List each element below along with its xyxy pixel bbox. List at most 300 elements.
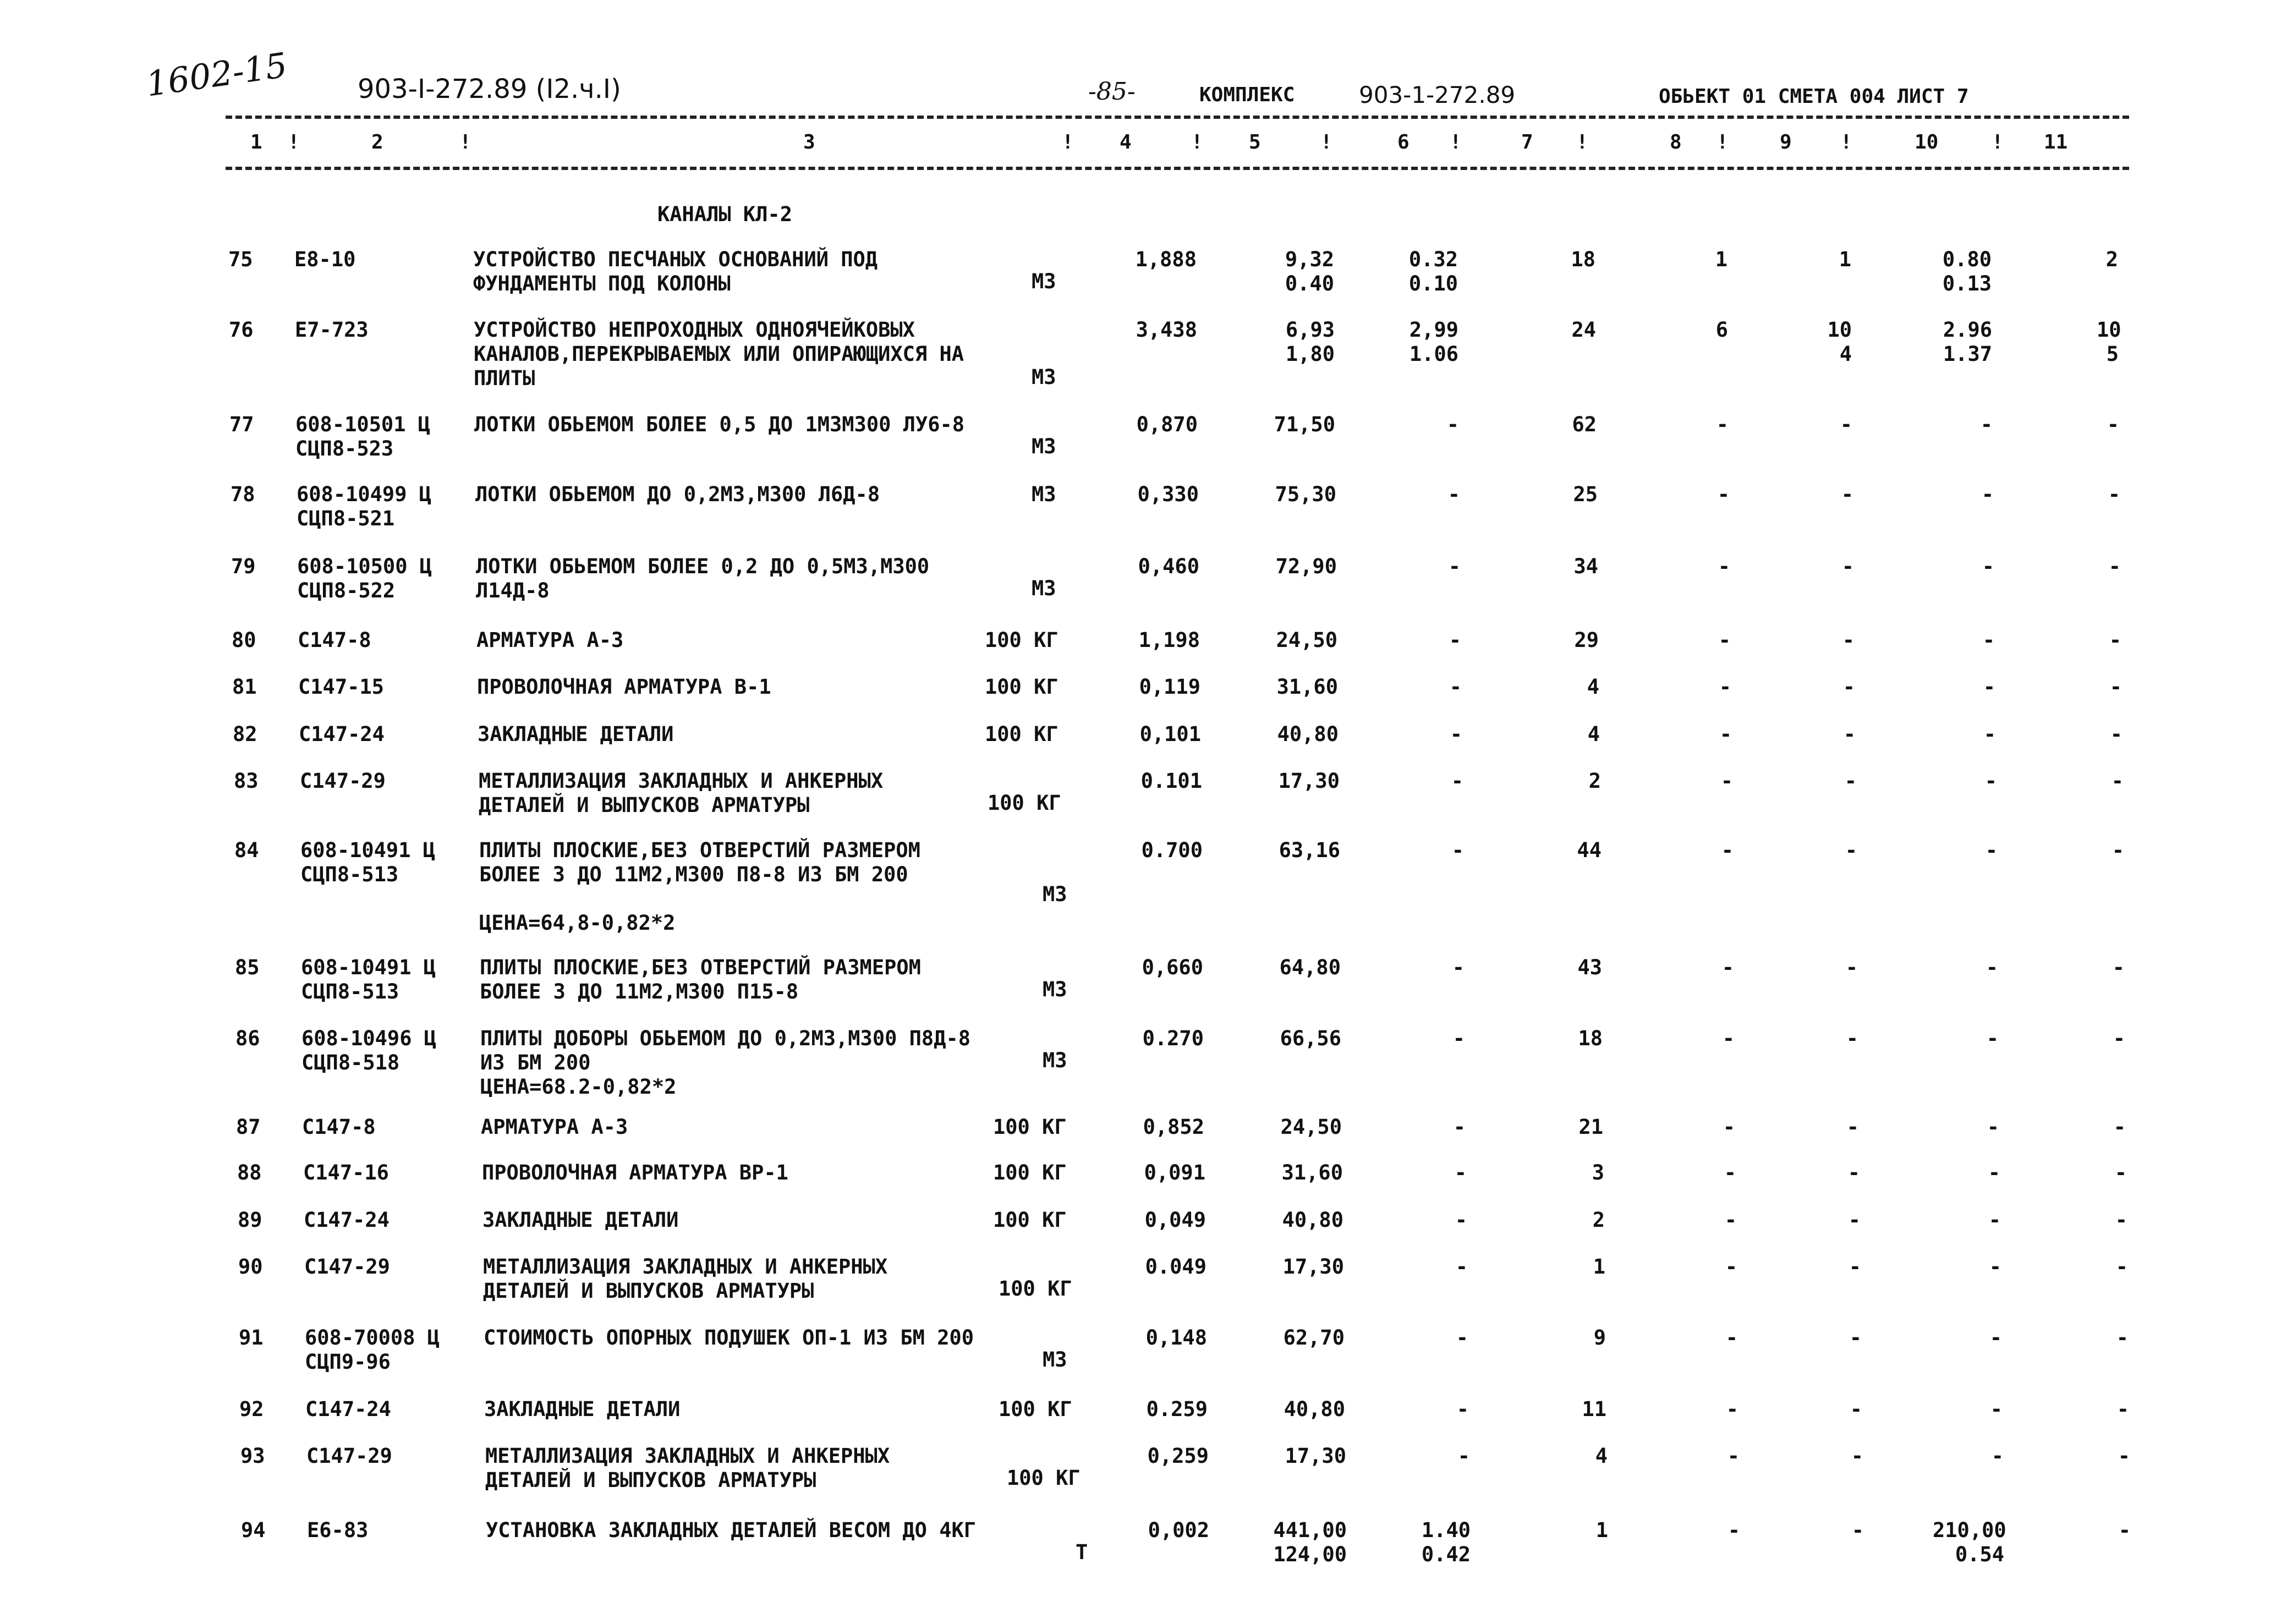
row-c5: 75,30: [1275, 482, 1336, 506]
column-number-4: 4: [1120, 131, 1132, 153]
row-c11: -: [2107, 413, 2119, 436]
row-code: СЦП8-523: [295, 437, 394, 460]
row-c4: 0,660: [1142, 956, 1203, 979]
row-c6: -: [1448, 555, 1461, 578]
row-description: УСТАНОВКА ЗАКЛАДНЫХ ДЕТАЛЕЙ ВЕСОМ ДО 4КГ: [486, 1518, 977, 1542]
column-separator: !: [288, 131, 300, 153]
row-c4: 0,460: [1138, 555, 1199, 578]
row-c9: -: [1845, 956, 1858, 979]
row-c6: -: [1449, 675, 1462, 699]
row-c5: 17,30: [1282, 1255, 1344, 1279]
row-c10: -: [1988, 1161, 2000, 1184]
row-c7: 2: [1592, 1208, 1605, 1232]
row-description: ЦЕНА=68.2-0,82*2: [480, 1075, 677, 1099]
row-c6: -: [1453, 1115, 1466, 1139]
column-number-7: 7: [1521, 131, 1533, 153]
row-c6: 0.10: [1408, 272, 1458, 295]
row-unit: 100 КГ: [1007, 1466, 1081, 1490]
row-description: БОЛЕЕ 3 ДО 11М2,М300 П15-8: [480, 980, 799, 1003]
row-c8: -: [1720, 769, 1733, 793]
row-c11: 5: [2106, 342, 2119, 366]
column-separator: !: [1992, 131, 2004, 153]
row-c5: 62,70: [1283, 1326, 1345, 1349]
row-c11: -: [2110, 722, 2123, 746]
row-number: 89: [238, 1208, 262, 1232]
complex-code: 903-1-272.89: [1359, 81, 1516, 108]
row-c10: -: [1982, 628, 1995, 652]
row-c11: 10: [2097, 318, 2121, 342]
row-description: УСТРОЙСТВО НЕПРОХОДНЫХ ОДНОЯЧЕЙКОВЫХ: [474, 318, 915, 342]
row-c11: -: [2112, 956, 2125, 979]
row-c7: 29: [1574, 628, 1599, 652]
row-code: С147-15: [298, 675, 384, 699]
column-number-11: 11: [2044, 131, 2068, 153]
column-separator: !: [1716, 131, 1729, 153]
row-c9: -: [1841, 482, 1853, 506]
row-description: УСТРОЙСТВО ПЕСЧАНЫХ ОСНОВАНИЙ ПОД: [473, 248, 878, 271]
row-number: 90: [238, 1255, 263, 1279]
row-code: СЦП8-521: [297, 507, 395, 530]
column-separator: !: [1576, 131, 1588, 153]
row-code: СЦП8-513: [300, 863, 399, 886]
row-c9: -: [1842, 628, 1855, 652]
row-c10: -: [1989, 1255, 2001, 1279]
row-c5: 1,80: [1285, 342, 1335, 366]
row-c5: 40,80: [1284, 1397, 1345, 1421]
row-code: Е6-83: [307, 1518, 369, 1542]
row-c11: -: [2109, 675, 2122, 699]
row-c7: 4: [1587, 675, 1599, 699]
row-c8: -: [1718, 555, 1730, 578]
row-unit: М3: [1032, 270, 1056, 293]
row-c7: 4: [1595, 1444, 1608, 1468]
row-c6: -: [1456, 1326, 1468, 1349]
row-unit: М3: [1043, 1049, 1067, 1072]
row-number: 76: [229, 318, 254, 342]
row-number: 85: [235, 956, 260, 979]
row-c6: -: [1451, 838, 1464, 862]
row-c8: -: [1716, 413, 1729, 436]
row-c5: 9,32: [1285, 248, 1334, 271]
row-c9: 1: [1839, 248, 1851, 271]
row-number: 79: [231, 555, 256, 578]
row-description: ПЛИТЫ ПЛОСКИЕ,БЕЗ ОТВЕРСТИЙ РАЗМЕРОМ: [480, 956, 921, 979]
row-c8: -: [1724, 1208, 1737, 1232]
row-unit: 100 КГ: [993, 1115, 1067, 1139]
row-c4: 0,049: [1144, 1208, 1206, 1232]
row-code: 608-70008 Ц: [305, 1326, 440, 1349]
row-code: СЦП8-522: [297, 579, 396, 602]
row-c4: 0,101: [1139, 722, 1201, 746]
row-c10: -: [1988, 1208, 2001, 1232]
row-c11: -: [2116, 1326, 2129, 1349]
row-c8: 6: [1715, 318, 1728, 342]
row-c6: -: [1455, 1208, 1467, 1232]
object-info: ОБЬЕКТ 01 СМЕТА 004 ЛИСТ 7: [1659, 85, 1969, 108]
row-c6: 1.06: [1409, 342, 1458, 366]
row-c8: -: [1725, 1326, 1738, 1349]
row-c5: 63,16: [1279, 838, 1340, 862]
column-number-9: 9: [1780, 131, 1792, 153]
header-rule-bottom: [226, 167, 2129, 170]
row-c10: 210,00: [1933, 1518, 2006, 1542]
row-number: 94: [241, 1518, 266, 1542]
row-c10: -: [1989, 1326, 2002, 1349]
row-number: 93: [240, 1444, 265, 1468]
row-code: Е7-723: [295, 318, 369, 342]
row-c4: 0.049: [1145, 1255, 1206, 1279]
row-c6: 1.40: [1421, 1518, 1471, 1542]
row-description: ЛОТКИ ОБЬЕМОМ БОЛЕЕ 0,2 ДО 0,5М3,М300: [476, 555, 930, 578]
row-code: СЦП9-96: [305, 1350, 391, 1374]
row-c9: -: [1848, 1208, 1861, 1232]
row-code: С147-29: [306, 1444, 392, 1468]
row-unit: 100 КГ: [993, 1161, 1067, 1184]
handwritten-mark: 1602-15: [144, 45, 290, 105]
column-separator: !: [1191, 131, 1203, 153]
row-c7: 18: [1578, 1027, 1603, 1050]
column-number-10: 10: [1915, 131, 1939, 153]
column-number-5: 5: [1249, 131, 1261, 153]
row-c7: 4: [1587, 722, 1600, 746]
row-description: МЕТАЛЛИЗАЦИЯ ЗАКЛАДНЫХ И АНКЕРНЫХ: [483, 1255, 888, 1279]
row-description: ЛОТКИ ОБЬЕМОМ ДО 0,2М3,М300 Л6Д-8: [475, 482, 880, 506]
row-c6: -: [1450, 722, 1462, 746]
column-separator: !: [459, 131, 471, 153]
row-c7: 24: [1571, 318, 1596, 342]
row-c8: -: [1719, 675, 1731, 699]
row-c9: -: [1846, 1115, 1859, 1139]
row-c10: -: [1991, 1444, 2004, 1468]
row-c9: -: [1850, 1397, 1862, 1421]
row-c9: -: [1842, 675, 1855, 699]
page-number: -85-: [1088, 78, 1136, 106]
row-c11: -: [2111, 769, 2124, 793]
row-c4: 1,888: [1135, 248, 1197, 271]
row-number: 86: [235, 1027, 260, 1050]
row-c6: -: [1449, 628, 1461, 652]
row-description: ДЕТАЛЕЙ И ВЫПУСКОВ АРМАТУРЫ: [483, 1279, 814, 1303]
row-c5: 31,60: [1276, 675, 1338, 699]
row-code: 608-10499 Ц: [297, 482, 432, 506]
row-c11: -: [2108, 555, 2121, 578]
row-c10: -: [1982, 555, 1994, 578]
row-c7: 11: [1582, 1397, 1606, 1421]
row-code: СЦП8-518: [301, 1051, 400, 1074]
row-number: 80: [232, 628, 256, 652]
row-c6: -: [1452, 956, 1465, 979]
row-c4: 0,330: [1137, 482, 1199, 506]
row-code: 608-10491 Ц: [300, 838, 436, 862]
row-description: ПРОВОЛОЧНАЯ АРМАТУРА В-1: [477, 675, 771, 699]
row-c8: -: [1727, 1518, 1740, 1542]
row-c4: 0.259: [1146, 1397, 1208, 1421]
row-c10: 0.13: [1942, 272, 1992, 295]
row-number: 87: [236, 1115, 261, 1139]
row-c10: -: [1983, 675, 1995, 699]
row-c11: -: [2109, 628, 2121, 652]
row-c6: -: [1456, 1397, 1469, 1421]
row-number: 83: [234, 769, 259, 793]
row-c8: -: [1717, 482, 1730, 506]
row-description: ИЗ БМ 200: [480, 1051, 591, 1074]
row-c9: -: [1849, 1255, 1861, 1279]
row-description: ДЕТАЛЕЙ И ВЫПУСКОВ АРМАТУРЫ: [479, 793, 810, 817]
row-unit: 100 КГ: [985, 628, 1059, 652]
row-number: 91: [239, 1326, 264, 1349]
row-c6: 0.42: [1421, 1543, 1471, 1566]
row-code: С147-29: [304, 1255, 390, 1279]
row-unit: 100 КГ: [999, 1397, 1072, 1421]
row-description: СТОИМОСТЬ ОПОРНЫХ ПОДУШЕК ОП-1 ИЗ БМ 200: [484, 1326, 974, 1349]
row-c7: 1: [1595, 1518, 1608, 1542]
row-c9: -: [1841, 555, 1854, 578]
row-c7: 1: [1593, 1255, 1605, 1279]
row-c5: 71,50: [1274, 413, 1335, 436]
row-unit: 100 КГ: [993, 1208, 1067, 1232]
row-c8: 1: [1715, 248, 1727, 271]
column-separator: !: [1320, 131, 1332, 153]
row-c7: 25: [1573, 482, 1598, 506]
row-unit: М3: [1043, 882, 1067, 906]
row-number: 77: [229, 413, 254, 436]
row-unit: М3: [1032, 435, 1056, 458]
row-c6: -: [1455, 1255, 1468, 1279]
row-c9: -: [1851, 1444, 1863, 1468]
row-description: АРМАТУРА А-3: [481, 1115, 628, 1139]
row-c8: -: [1721, 838, 1734, 862]
row-c5: 40,80: [1282, 1208, 1343, 1232]
column-separator: !: [1062, 131, 1074, 153]
row-number: 82: [233, 722, 257, 746]
row-description: ПЛИТЫ ПЛОСКИЕ,БЕЗ ОТВЕРСТИЙ РАЗМЕРОМ: [479, 838, 920, 862]
row-c11: -: [2113, 1115, 2126, 1139]
row-c8: -: [1722, 1027, 1735, 1050]
complex-label: КОМПЛЕКС: [1199, 84, 1295, 106]
column-number-1: 1: [250, 131, 262, 153]
row-number: 84: [234, 838, 259, 862]
row-c9: 10: [1827, 318, 1852, 342]
row-description: МЕТАЛЛИЗАЦИЯ ЗАКЛАДНЫХ И АНКЕРНЫХ: [485, 1444, 890, 1468]
row-c6: -: [1457, 1444, 1470, 1468]
row-c5: 31,60: [1281, 1161, 1343, 1184]
row-code: 608-10496 Ц: [301, 1027, 437, 1050]
row-c11: -: [2108, 482, 2120, 506]
row-c11: -: [2112, 838, 2124, 862]
row-c6: 0.32: [1408, 248, 1458, 271]
document-code: 903-I-272.89 (I2.ч.I): [358, 74, 621, 105]
row-description: БОЛЕЕ 3 ДО 11М2,М300 П8-8 ИЗ БМ 200: [479, 863, 908, 886]
row-unit: 100 КГ: [985, 722, 1059, 746]
column-number-2: 2: [371, 131, 383, 153]
row-c5: 72,90: [1275, 555, 1337, 578]
row-c10: -: [1981, 482, 1994, 506]
row-c5: 40,80: [1277, 722, 1339, 746]
row-number: 92: [239, 1397, 264, 1421]
row-unit: М3: [1032, 365, 1056, 389]
row-c10: 0.54: [1955, 1543, 2004, 1566]
row-number: 81: [232, 675, 257, 699]
row-c5: 24,50: [1280, 1115, 1342, 1139]
row-c11: 2: [2105, 248, 2118, 271]
row-c7: 44: [1577, 838, 1602, 862]
row-c4: 3,438: [1136, 318, 1197, 342]
row-c7: 18: [1571, 248, 1595, 271]
row-c8: -: [1727, 1444, 1740, 1468]
row-c7: 21: [1578, 1115, 1603, 1139]
row-c11: -: [2115, 1255, 2128, 1279]
row-c10: -: [1986, 956, 1998, 979]
row-unit: Т: [1076, 1540, 1088, 1564]
section-title: КАНАЛЫ КЛ-2: [657, 202, 793, 226]
row-description: ФУНДАМЕНТЫ ПОД КОЛОНЫ: [473, 272, 731, 295]
row-c4: 1,198: [1138, 628, 1200, 652]
row-c4: 0,002: [1148, 1518, 1209, 1542]
header-rule-top: [226, 116, 2129, 119]
row-c5: 66,56: [1280, 1027, 1341, 1050]
row-code: Е8-10: [294, 248, 356, 271]
column-number-8: 8: [1670, 131, 1682, 153]
row-number: 78: [231, 482, 255, 506]
row-unit: М3: [1032, 577, 1056, 600]
row-description: ЗАКЛАДНЫЕ ДЕТАЛИ: [484, 1397, 681, 1421]
row-description: ДЕТАЛЕЙ И ВЫПУСКОВ АРМАТУРЫ: [485, 1468, 816, 1492]
row-c6: -: [1451, 769, 1463, 793]
row-c10: -: [1987, 1115, 1999, 1139]
row-c8: -: [1726, 1397, 1738, 1421]
row-code: СЦП8-513: [301, 980, 399, 1003]
row-c4: 0,119: [1139, 675, 1200, 699]
row-code: С147-24: [299, 722, 385, 746]
row-c6: -: [1454, 1161, 1467, 1184]
column-separator: !: [1840, 131, 1852, 153]
column-number-6: 6: [1397, 131, 1410, 153]
row-c10: -: [1990, 1397, 2003, 1421]
row-c7: 3: [1592, 1161, 1604, 1184]
row-c8: -: [1725, 1255, 1737, 1279]
row-c8: -: [1721, 956, 1734, 979]
row-unit: 100 КГ: [985, 675, 1059, 699]
row-description: МЕТАЛЛИЗАЦИЯ ЗАКЛАДНЫХ И АНКЕРНЫХ: [479, 769, 884, 793]
row-unit: 100 КГ: [999, 1277, 1072, 1301]
row-c4: 0.101: [1140, 769, 1202, 793]
row-c10: 2.96: [1943, 318, 1992, 342]
row-description: ПЛИТЫ: [474, 366, 535, 390]
row-description: ПРОВОЛОЧНАЯ АРМАТУРА ВР-1: [482, 1161, 788, 1184]
row-c4: 0,259: [1147, 1444, 1209, 1468]
row-unit: М3: [1032, 482, 1056, 506]
row-c8: -: [1719, 722, 1732, 746]
row-c4: 0.700: [1141, 838, 1203, 862]
row-code: С147-24: [304, 1208, 390, 1232]
row-code: С147-24: [305, 1397, 391, 1421]
row-c11: -: [2114, 1161, 2127, 1184]
row-c7: 43: [1577, 956, 1602, 979]
row-c9: -: [1843, 722, 1856, 746]
row-number: 75: [228, 248, 253, 271]
row-code: С147-16: [303, 1161, 389, 1184]
row-description: Л14Д-8: [476, 579, 550, 602]
row-c11: -: [2118, 1518, 2131, 1542]
row-c11: -: [2113, 1027, 2125, 1050]
row-c5: 17,30: [1285, 1444, 1346, 1468]
row-c5: 24,50: [1276, 628, 1337, 652]
row-c10: 0.80: [1942, 248, 1992, 271]
row-code: С147-8: [302, 1115, 376, 1139]
row-c5: 441,00: [1273, 1518, 1347, 1542]
row-c6: -: [1446, 413, 1459, 436]
row-unit: М3: [1043, 1348, 1067, 1371]
row-code: С147-29: [300, 769, 386, 793]
row-c11: -: [2116, 1397, 2129, 1421]
row-c8: -: [1718, 628, 1731, 652]
row-c5: 64,80: [1279, 956, 1341, 979]
row-c5: 124,00: [1273, 1543, 1347, 1566]
row-c9: -: [1844, 769, 1857, 793]
row-c6: -: [1452, 1027, 1465, 1050]
row-c5: 0.40: [1285, 272, 1334, 295]
row-c5: 6,93: [1285, 318, 1335, 342]
row-c9: -: [1851, 1518, 1864, 1542]
row-c9: -: [1845, 838, 1857, 862]
row-c10: -: [1984, 769, 1997, 793]
row-c9: -: [1849, 1326, 1862, 1349]
row-c10: -: [1983, 722, 1996, 746]
row-c6: -: [1447, 482, 1460, 506]
row-c10: -: [1980, 413, 1993, 436]
row-c4: 0.270: [1142, 1027, 1204, 1050]
row-c11: -: [2118, 1444, 2130, 1468]
row-c4: 0,870: [1136, 413, 1198, 436]
row-c4: 0,091: [1144, 1161, 1205, 1184]
row-c7: 34: [1573, 555, 1598, 578]
row-c10: -: [1986, 1027, 1999, 1050]
row-c9: -: [1846, 1027, 1858, 1050]
row-c9: 4: [1839, 342, 1852, 366]
row-description: АРМАТУРА А-3: [476, 628, 624, 652]
row-description: ЛОТКИ ОБЬЕМОМ БОЛЕЕ 0,5 ДО 1М3М300 ЛУ6-8: [474, 413, 965, 436]
row-c8: -: [1724, 1161, 1736, 1184]
column-number-3: 3: [803, 131, 815, 153]
row-description: ЗАКЛАДНЫЕ ДЕТАЛИ: [482, 1208, 679, 1232]
row-c11: -: [2115, 1208, 2127, 1232]
row-c10: 1.37: [1943, 342, 1992, 366]
row-code: 608-10501 Ц: [295, 413, 431, 436]
column-separator: !: [1450, 131, 1462, 153]
row-code: 608-10491 Ц: [301, 956, 436, 979]
row-c7: 2: [1588, 769, 1601, 793]
row-c7: 62: [1572, 413, 1597, 436]
row-c7: 9: [1593, 1326, 1606, 1349]
row-description: ЗАКЛАДНЫЕ ДЕТАЛИ: [478, 722, 674, 746]
row-c4: 0,148: [1145, 1326, 1207, 1349]
row-c5: 17,30: [1278, 769, 1340, 793]
row-c10: -: [1985, 838, 1998, 862]
row-code: С147-8: [298, 628, 371, 652]
row-code: 608-10500 Ц: [297, 555, 432, 578]
row-c8: -: [1723, 1115, 1735, 1139]
row-c9: -: [1840, 413, 1852, 436]
row-c6: 2,99: [1409, 318, 1458, 342]
row-unit: М3: [1043, 978, 1067, 1001]
row-description: ПЛИТЫ ДОБОРЫ ОБЬЕМОМ ДО 0,2М3,М300 П8Д-8: [480, 1027, 971, 1050]
row-number: 88: [237, 1161, 262, 1184]
row-c9: -: [1847, 1161, 1860, 1184]
row-c4: 0,852: [1143, 1115, 1204, 1139]
row-unit: 100 КГ: [988, 791, 1061, 815]
row-description: ЦЕНА=64,8-0,82*2: [479, 911, 676, 935]
row-description: КАНАЛОВ,ПЕРЕКРЫВАЕМЫХ ИЛИ ОПИРАЮЩИХСЯ НА: [474, 342, 964, 366]
